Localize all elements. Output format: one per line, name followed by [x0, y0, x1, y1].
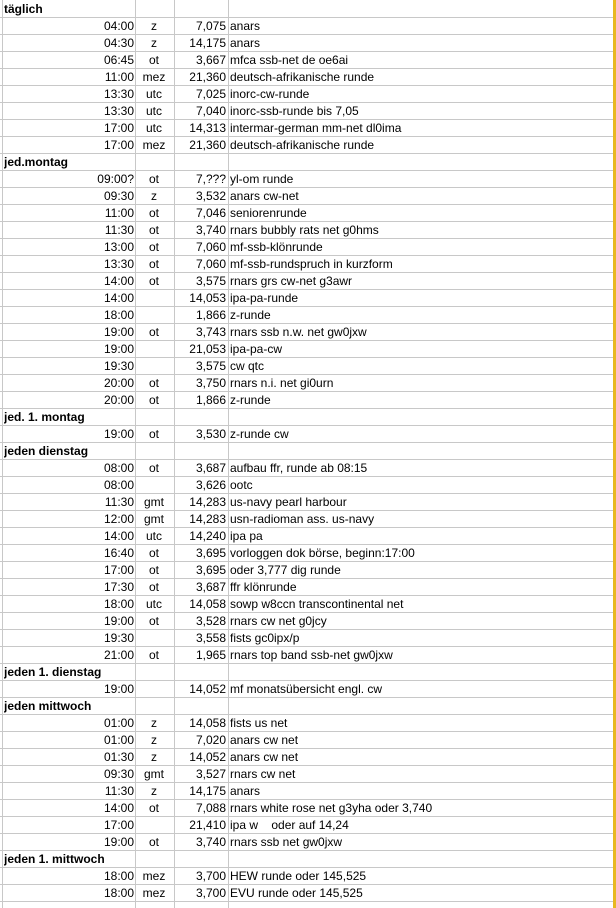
time-cell: 04:00	[103, 19, 134, 33]
frequency-cell: 3,626	[195, 478, 226, 492]
time-cell: 20:00	[103, 393, 134, 407]
description-cell: seniorenrunde	[230, 206, 307, 220]
description-cell: rnars ssb n.w. net gw0jxw	[230, 325, 367, 339]
time-cell: 11:30	[104, 784, 134, 798]
zone-cell: ot	[148, 325, 159, 339]
section-title: jeden dienstag	[4, 444, 89, 458]
zone-cell: ot	[148, 546, 159, 560]
section-title: jed.montag	[4, 155, 69, 169]
time-cell: 19:00	[103, 325, 134, 339]
table-row	[0, 477, 613, 494]
time-cell: 20:00	[103, 376, 134, 390]
frequency-cell: 7,075	[195, 19, 226, 33]
frequency-cell: 7,???	[195, 172, 226, 186]
description-cell: sowp w8ccn transcontinental net	[230, 597, 404, 611]
frequency-cell: 14,283	[189, 495, 226, 509]
zone-cell: ot	[148, 53, 159, 67]
description-cell: mf-ssb-rundspruch in kurzform	[230, 257, 393, 271]
time-cell: 18:00	[103, 597, 134, 611]
time-cell: 17:00	[103, 563, 134, 577]
time-cell: 09:30	[103, 189, 134, 203]
table-row	[0, 596, 613, 613]
description-cell: anars cw-net	[230, 189, 299, 203]
description-cell: rnars white rose net g3yha oder 3,740	[230, 801, 433, 815]
description-cell: z-runde	[230, 393, 271, 407]
description-cell: aufbau ffr, runde ab 08:15	[230, 461, 368, 475]
table-row	[0, 392, 613, 409]
table-row	[0, 86, 613, 103]
zone-cell: z	[151, 19, 157, 33]
description-cell: deutsch-afrikanische runde	[230, 138, 375, 152]
time-cell: 11:00	[104, 70, 134, 84]
frequency-cell: 3,700	[195, 869, 226, 883]
description-cell: mf-ssb-klönrunde	[230, 240, 323, 254]
time-cell: 13:30	[103, 87, 134, 101]
time-cell: 08:00	[103, 461, 134, 475]
zone-cell: z	[151, 750, 157, 764]
frequency-cell: 14,175	[189, 36, 226, 50]
frequency-cell: 3,687	[195, 461, 226, 475]
time-cell: 17:30	[103, 580, 134, 594]
zone-cell	[136, 681, 172, 697]
zone-cell: ot	[148, 223, 159, 237]
time-cell: 16:40	[103, 546, 134, 560]
zone-cell: utc	[145, 87, 162, 101]
frequency-cell: 3,558	[195, 631, 226, 645]
zone-cell: ot	[148, 614, 159, 628]
description-cell: rnars ssb net gw0jxw	[230, 835, 343, 849]
frequency-cell: 7,060	[195, 257, 226, 271]
table-row	[0, 834, 613, 851]
description-cell: fists gc0ipx/p	[230, 631, 300, 645]
zone-cell	[136, 817, 172, 833]
time-cell: 04:30	[103, 36, 134, 50]
table-row	[0, 732, 613, 749]
zone-cell: utc	[145, 121, 162, 135]
table-row	[0, 341, 613, 358]
zone-cell: ot	[148, 376, 159, 390]
description-cell: anars cw net	[230, 750, 299, 764]
table-row	[0, 681, 613, 698]
table-row	[0, 290, 613, 307]
description-cell: usn-radioman ass. us-navy	[230, 512, 375, 526]
time-cell: 18:00	[103, 869, 134, 883]
frequency-cell: 3,695	[195, 563, 226, 577]
time-cell: 01:00	[103, 733, 134, 747]
table-row	[0, 256, 613, 273]
time-cell: 19:30	[103, 631, 134, 645]
time-cell: 19:00	[103, 614, 134, 628]
time-cell: 01:30	[103, 750, 134, 764]
frequency-cell: 14,058	[189, 597, 226, 611]
frequency-cell: 3,740	[195, 835, 226, 849]
table-row	[0, 613, 613, 630]
table-row	[0, 562, 613, 579]
section-header	[0, 409, 613, 426]
description-cell: vorloggen dok börse, beginn:17:00	[230, 546, 415, 560]
frequency-cell: 1,866	[195, 393, 226, 407]
section-title: jeden 1. dienstag	[4, 665, 102, 679]
description-cell: ipa-pa-cw	[230, 342, 283, 356]
zone-cell: ot	[148, 172, 159, 186]
description-cell: oder 3,777 dig runde	[230, 563, 341, 577]
time-cell: 13:30	[103, 257, 134, 271]
description-cell: rnars bubbly rats net g0hms	[230, 223, 379, 237]
zone-cell	[136, 290, 172, 306]
frequency-cell: 3,528	[195, 614, 226, 628]
time-cell: 11:30	[104, 495, 134, 509]
zone-cell: z	[151, 784, 157, 798]
zone-cell: ot	[148, 427, 159, 441]
time-cell: 09:00?	[97, 172, 134, 186]
frequency-cell: 7,040	[195, 104, 226, 118]
table-row	[0, 120, 613, 137]
time-cell: 11:00	[104, 206, 134, 220]
time-cell: 14:00	[103, 274, 134, 288]
frequency-cell: 3,687	[195, 580, 226, 594]
section-header	[0, 851, 613, 868]
zone-cell: mez	[142, 886, 166, 900]
table-row	[0, 885, 613, 902]
description-cell: ootc	[230, 478, 253, 492]
description-cell: intermar-german mm-net dl0ima	[230, 121, 402, 135]
table-row	[0, 18, 613, 35]
time-cell: 19:00	[103, 342, 134, 356]
time-cell: 17:00	[103, 818, 134, 832]
zone-cell: ot	[148, 257, 159, 271]
description-cell: inorc-cw-runde	[230, 87, 310, 101]
description-cell: ffr klönrunde	[230, 580, 297, 594]
time-cell: 18:00	[103, 886, 134, 900]
section-title: jed. 1. montag	[4, 410, 85, 424]
zone-cell	[136, 307, 172, 323]
time-cell: 14:00	[103, 801, 134, 815]
time-cell: 19:00	[103, 835, 134, 849]
frequency-cell: 7,088	[195, 801, 226, 815]
frequency-cell: 14,052	[189, 682, 226, 696]
table-row	[0, 647, 613, 664]
zone-cell: ot	[148, 563, 159, 577]
description-cell: ipa w oder auf 14,24	[230, 818, 349, 832]
zone-cell: ot	[148, 835, 159, 849]
time-cell: 21:00	[103, 648, 134, 662]
description-cell: rnars grs cw-net g3awr	[230, 274, 353, 288]
frequency-cell: 3,527	[195, 767, 226, 781]
zone-cell	[136, 477, 172, 493]
description-cell: HEW runde oder 145,525	[230, 869, 367, 883]
time-cell: 19:00	[103, 427, 134, 441]
table-row	[0, 358, 613, 375]
description-cell: anars cw net	[230, 733, 299, 747]
time-cell: 08:00	[103, 478, 134, 492]
zone-cell: gmt	[143, 495, 164, 509]
zone-cell: z	[151, 36, 157, 50]
frequency-cell: 14,313	[189, 121, 226, 135]
description-cell: ipa pa	[230, 529, 263, 543]
frequency-cell: 21,360	[189, 70, 226, 84]
time-cell: 06:45	[103, 53, 134, 67]
zone-cell: ot	[148, 461, 159, 475]
table-row	[0, 868, 613, 885]
zone-cell	[136, 358, 172, 374]
zone-cell: utc	[145, 529, 162, 543]
section-header	[0, 154, 613, 171]
description-cell: mf monatsübersicht engl. cw	[230, 682, 383, 696]
time-cell: 09:30	[103, 767, 134, 781]
table-row	[0, 715, 613, 732]
description-cell: mfca ssb-net de oe6ai	[230, 53, 349, 67]
zone-cell: mez	[142, 70, 166, 84]
description-cell: us-navy pearl harbour	[230, 495, 347, 509]
time-cell: 19:30	[103, 359, 134, 373]
time-cell: 12:00	[103, 512, 134, 526]
table-row	[0, 426, 613, 443]
frequency-cell: 14,175	[189, 784, 226, 798]
table-row	[0, 817, 613, 834]
zone-cell: utc	[145, 597, 162, 611]
table-row	[0, 137, 613, 154]
zone-cell: mez	[142, 138, 166, 152]
frequency-cell: 7,025	[195, 87, 226, 101]
time-cell: 14:00	[103, 291, 134, 305]
zone-cell: gmt	[143, 767, 164, 781]
section-header	[0, 664, 613, 681]
frequency-cell: 21,410	[189, 818, 226, 832]
section-title: jeden mittwoch	[4, 699, 92, 713]
zone-cell: ot	[148, 801, 159, 815]
table-row	[0, 52, 613, 69]
frequency-cell: 3,750	[195, 376, 226, 390]
time-cell: 19:00	[103, 682, 134, 696]
table-row	[0, 239, 613, 256]
frequency-cell: 1,866	[195, 308, 226, 322]
description-cell: z-runde cw	[230, 427, 289, 441]
description-cell: rnars cw net g0jcy	[230, 614, 327, 628]
table-row	[0, 528, 613, 545]
frequency-cell: 7,060	[195, 240, 226, 254]
description-cell: anars	[230, 36, 261, 50]
zone-cell	[136, 630, 172, 646]
description-cell: yl-om runde	[230, 172, 294, 186]
frequency-cell: 14,052	[189, 750, 226, 764]
frequency-cell: 7,020	[195, 733, 226, 747]
zone-cell: gmt	[143, 512, 164, 526]
time-cell: 13:30	[103, 104, 134, 118]
table-row	[0, 188, 613, 205]
time-cell: 14:00	[103, 529, 134, 543]
frequency-cell: 1,965	[195, 648, 226, 662]
zone-cell: ot	[148, 393, 159, 407]
table-row	[0, 171, 613, 188]
table-row	[0, 35, 613, 52]
zone-cell: z	[151, 716, 157, 730]
time-cell: 18:00	[103, 308, 134, 322]
table-row	[0, 579, 613, 596]
table-row	[0, 545, 613, 562]
table-row	[0, 69, 613, 86]
table-row	[0, 324, 613, 341]
frequency-cell: 3,695	[195, 546, 226, 560]
section-header	[0, 698, 613, 715]
description-cell: inorc-ssb-runde bis 7,05	[230, 104, 359, 118]
frequency-cell: 3,575	[195, 274, 226, 288]
zone-cell	[136, 341, 172, 357]
table-row	[0, 375, 613, 392]
frequency-cell: 7,046	[195, 206, 226, 220]
description-cell: anars	[230, 784, 261, 798]
table-row	[0, 749, 613, 766]
frequency-cell: 14,053	[189, 291, 226, 305]
description-cell: ipa-pa-runde	[230, 291, 299, 305]
table-row	[0, 766, 613, 783]
table-row	[0, 307, 613, 324]
table-row	[0, 222, 613, 239]
frequency-cell: 3,667	[195, 53, 226, 67]
description-cell: rnars n.i. net gi0urn	[230, 376, 334, 390]
description-cell: fists us net	[230, 716, 288, 730]
description-cell: cw qtc	[230, 359, 265, 373]
time-cell: 11:30	[104, 223, 134, 237]
frequency-cell: 14,058	[189, 716, 226, 730]
description-cell: rnars top band ssb-net gw0jxw	[230, 648, 393, 662]
time-cell: 17:00	[103, 121, 134, 135]
zone-cell: ot	[148, 274, 159, 288]
zone-cell: ot	[148, 206, 159, 220]
frequency-cell: 3,740	[195, 223, 226, 237]
frequency-cell: 14,283	[189, 512, 226, 526]
zone-cell: ot	[148, 580, 159, 594]
frequency-cell: 3,530	[195, 427, 226, 441]
table-row	[0, 783, 613, 800]
table-row	[0, 103, 613, 120]
description-cell: z-runde	[230, 308, 271, 322]
zone-cell: ot	[148, 240, 159, 254]
description-cell: deutsch-afrikanische runde	[230, 70, 375, 84]
table-row	[0, 273, 613, 290]
zone-cell: utc	[145, 104, 162, 118]
frequency-cell: 21,360	[189, 138, 226, 152]
description-cell: EVU runde oder 145,525	[230, 886, 363, 900]
zone-cell: z	[151, 189, 157, 203]
frequency-cell: 3,743	[195, 325, 226, 339]
table-row	[0, 630, 613, 647]
table-row	[0, 460, 613, 477]
table-row	[0, 205, 613, 222]
section-title: jeden 1. mittwoch	[4, 852, 105, 866]
section-header	[0, 443, 613, 460]
table-row	[0, 511, 613, 528]
zone-cell: mez	[142, 869, 166, 883]
time-cell: 01:00	[103, 716, 134, 730]
frequency-cell: 3,700	[195, 886, 226, 900]
frequency-cell: 3,575	[195, 359, 226, 373]
table-row	[0, 800, 613, 817]
time-cell: 13:00	[103, 240, 134, 254]
section-header	[0, 1, 613, 18]
zone-cell: z	[151, 733, 157, 747]
frequency-cell: 3,532	[195, 189, 226, 203]
frequency-cell: 21,053	[189, 342, 226, 356]
section-title: täglich	[4, 2, 43, 16]
frequency-cell: 14,240	[189, 529, 226, 543]
time-cell: 17:00	[103, 138, 134, 152]
zone-cell: ot	[148, 648, 159, 662]
description-cell: anars	[230, 19, 261, 33]
table-row	[0, 494, 613, 511]
description-cell: rnars cw net	[230, 767, 296, 781]
